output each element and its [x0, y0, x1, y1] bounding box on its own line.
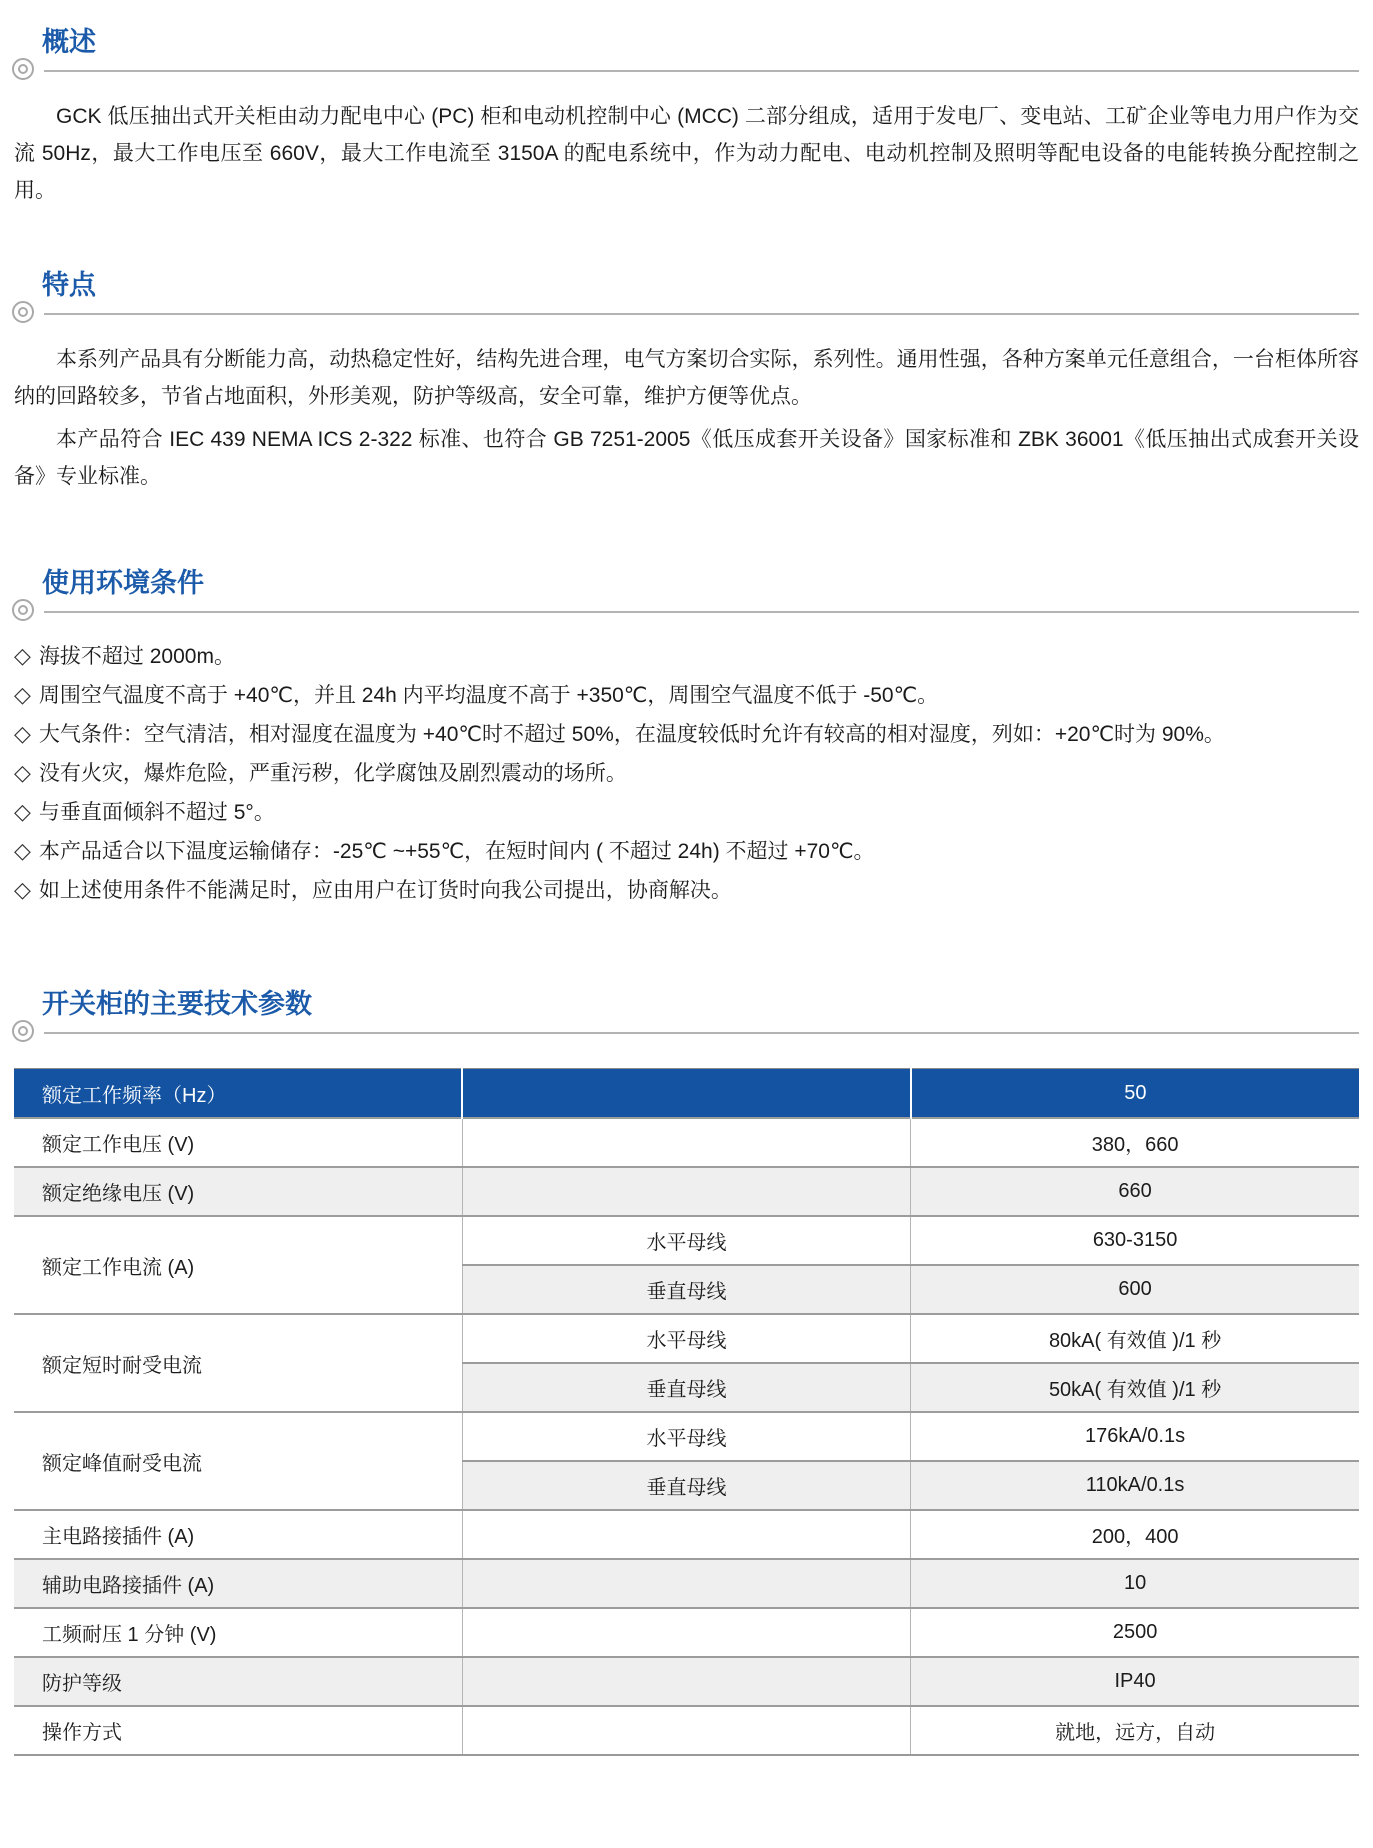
diamond-bullet-icon: ◇	[14, 877, 31, 902]
param-cell: 操作方式	[14, 1706, 462, 1755]
list-item	[14, 793, 1359, 832]
features-paragraph: 本产品符合 IEC 439 NEMA ICS 2-322 标准、也符合 GB 7251-2005《低压成套开关设备》国家标准和 ZBK 36001《低压抽出式成套开关设备》专业标准。	[14, 428, 1359, 488]
environment-bullet-list	[14, 637, 1359, 910]
list-item	[14, 715, 1359, 754]
sub-cell	[462, 1706, 910, 1755]
table-row	[14, 1559, 1359, 1608]
section-divider	[44, 1032, 1359, 1034]
overview-paragraphs	[14, 98, 1359, 209]
table-header-row	[14, 1069, 1359, 1119]
diamond-bullet-icon: ◇	[14, 838, 31, 863]
header-param-cell: 额定工作频率（Hz）	[14, 1069, 462, 1119]
list-item	[14, 754, 1359, 793]
param-cell: 额定绝缘电压 (V)	[14, 1167, 462, 1216]
diamond-bullet-icon: ◇	[14, 721, 31, 746]
sub-cell	[462, 1510, 910, 1559]
bullet-text: 与垂直面倾斜不超过 5°。	[38, 801, 275, 824]
sub-cell: 水平母线	[462, 1216, 910, 1265]
bullet-text: 如上述使用条件不能满足时，应由用户在订货时向我公司提出，协商解决。	[38, 879, 732, 902]
param-cell: 工频耐压 1 分钟 (V)	[14, 1608, 462, 1657]
value-cell: 630-3150	[1092, 1229, 1178, 1251]
value-cell: IP40	[1114, 1670, 1156, 1692]
sub-cell: 垂直母线	[462, 1265, 910, 1314]
value-cell: 600	[1118, 1278, 1152, 1300]
table-row	[14, 1608, 1359, 1657]
table-row	[14, 1412, 1359, 1461]
bullet-text: 海拔不超过 2000m。	[38, 645, 235, 668]
param-cell: 主电路接插件 (A)	[14, 1510, 462, 1559]
bullet-text: 周围空气温度不高于 +40℃，并且 24h 内平均温度不高于 +350℃，周围空气温度不低于 -50℃。	[38, 684, 939, 707]
bullet-text: 本产品适合以下温度运输储存：-25℃ ~+55℃，在短时间内 ( 不超过 24h) 不超过 +70℃。	[38, 840, 875, 863]
header-value-cell: 50	[911, 1069, 1359, 1119]
table-row	[14, 1167, 1359, 1216]
double-circle-ornament-inner	[18, 1026, 28, 1036]
sub-cell: 水平母线	[462, 1412, 910, 1461]
sub-cell: 垂直母线	[462, 1461, 910, 1510]
section-parameters	[14, 988, 1359, 1756]
double-circle-ornament	[12, 301, 34, 323]
double-circle-ornament-inner	[18, 307, 28, 317]
value-cell: 176kA/0.1s	[1085, 1425, 1186, 1447]
double-circle-ornament-inner	[18, 605, 28, 615]
list-item	[14, 832, 1359, 871]
value-cell: 10	[1123, 1572, 1147, 1594]
table-row	[14, 1118, 1359, 1167]
header-sub-cell	[462, 1069, 910, 1119]
section-overview	[14, 26, 1359, 209]
sub-cell	[462, 1657, 910, 1706]
overview-paragraph: GCK 低压抽出式开关柜由动力配电中心 (PC) 柜和电动机控制中心 (MCC) 二部分组成，适用于发电厂、变电站、工矿企业等电力用户作为交流 50Hz，最大工作电压至 660V，最大工作电流至 3150A 的配电系统中，作为动力配电、电动机控制及照明等配电设备的电能转换分配控制之用。	[14, 105, 1359, 202]
sub-cell	[462, 1167, 910, 1216]
value-cell: 660	[1118, 1180, 1152, 1202]
value-cell: 50kA( 有效值 )/1 秒	[1048, 1379, 1222, 1401]
section-title-parameters: 开关柜的主要技术参数	[42, 989, 312, 1019]
section-title-features: 特点	[42, 270, 96, 300]
param-cell: 额定峰值耐受电流	[14, 1412, 462, 1510]
features-paragraphs	[14, 341, 1359, 495]
param-cell: 额定工作电压 (V)	[14, 1118, 462, 1167]
section-features	[14, 269, 1359, 495]
param-cell: 辅助电路接插件 (A)	[14, 1559, 462, 1608]
value-cell: 2500	[1112, 1621, 1158, 1643]
value-cell: 就地，远方，自动	[1055, 1722, 1216, 1744]
table-row	[14, 1314, 1359, 1363]
section-title-environment: 使用环境条件	[42, 568, 204, 598]
value-cell: 80kA( 有效值 )/1 秒	[1048, 1330, 1222, 1352]
diamond-bullet-icon: ◇	[14, 682, 31, 707]
bullet-text: 没有火灾，爆炸危险，严重污秽，化学腐蚀及剧烈震动的场所。	[38, 762, 627, 785]
list-item	[14, 676, 1359, 715]
param-cell: 防护等级	[14, 1657, 462, 1706]
double-circle-ornament	[12, 599, 34, 621]
section-divider	[44, 611, 1359, 613]
value-cell: 200，400	[1091, 1526, 1179, 1548]
diamond-bullet-icon: ◇	[14, 760, 31, 785]
section-divider	[44, 70, 1359, 72]
sub-cell: 垂直母线	[462, 1363, 910, 1412]
value-cell: 110kA/0.1s	[1085, 1474, 1185, 1496]
section-title-overview: 概述	[42, 27, 96, 57]
sub-cell	[462, 1559, 910, 1608]
double-circle-ornament	[12, 58, 34, 80]
list-item	[14, 871, 1359, 910]
param-cell: 额定短时耐受电流	[14, 1314, 462, 1412]
bullet-text: 大气条件：空气清洁，相对湿度在温度为 +40℃时不超过 50%，在温度较低时允许有较高的相对湿度，列如：+20℃时为 90%。	[38, 723, 1225, 746]
list-item	[14, 637, 1359, 676]
double-circle-ornament	[12, 1020, 34, 1042]
sub-cell: 水平母线	[462, 1314, 910, 1363]
sub-cell	[462, 1608, 910, 1657]
double-circle-ornament-inner	[18, 64, 28, 74]
param-cell: 额定工作电流 (A)	[14, 1216, 462, 1314]
section-divider	[44, 313, 1359, 315]
features-paragraph: 本系列产品具有分断能力高，动热稳定性好，结构先进合理，电气方案切合实际，系列性。通用性强，各种方案单元任意组合，一台柜体所容纳的回路较多，节省占地面积，外形美观，防护等级高，安全可靠，维护方便等优点。	[14, 348, 1359, 408]
section-environment	[14, 567, 1359, 910]
table-row	[14, 1657, 1359, 1706]
table-row	[14, 1706, 1359, 1755]
sub-cell	[462, 1118, 910, 1167]
value-cell: 380，660	[1091, 1134, 1179, 1156]
diamond-bullet-icon: ◇	[14, 799, 31, 824]
parameters-table	[14, 1068, 1359, 1756]
table-row	[14, 1216, 1359, 1265]
table-row	[14, 1510, 1359, 1559]
diamond-bullet-icon: ◇	[14, 643, 31, 668]
